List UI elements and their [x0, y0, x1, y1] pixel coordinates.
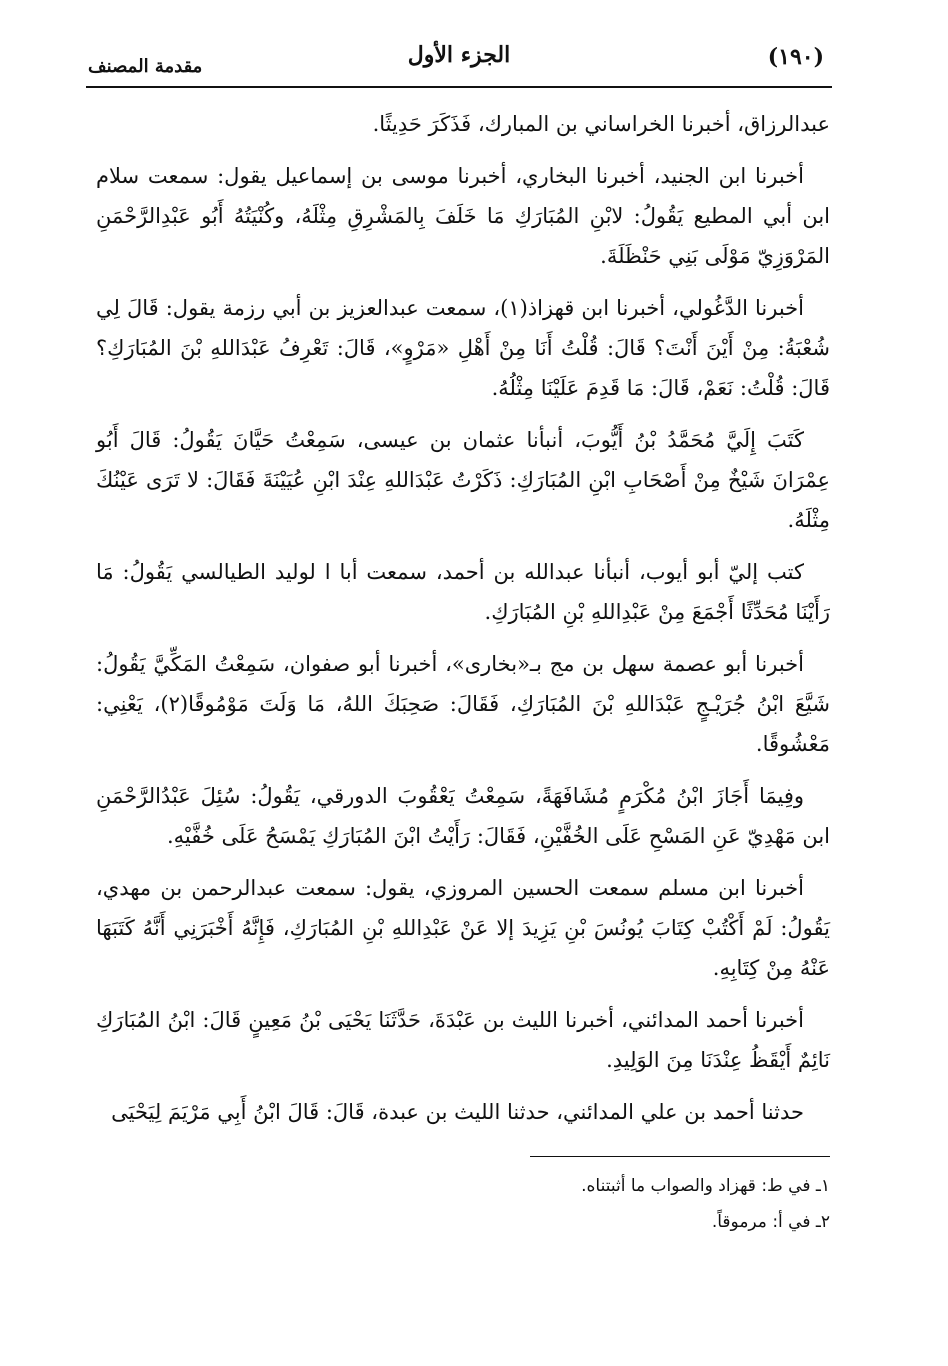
footnote-divider	[530, 1156, 830, 1157]
paragraph-2: أخبرنا ابن الجنيد، أخبرنا البخاري، أخبرنا موسى بن إسماعيل يقول: سمعت سلام ابن أبي المطيع يَقُولُ: لابْنِ المُبَارَكِ مَا خَلَفَ بِالمَشْرِقِ مِثْلَهُ، وكُنْيَتُهُ أَبُو عَبْدِالرَّحْمَنِ المَرْوَزِيّ مَوْلَى بَنِي حَنْظَلَةَ.	[96, 164, 830, 268]
part-title: الجزء الأول	[407, 42, 511, 68]
paragraph-5: كتب إليّ أبو أيوب، أنبأنا عبدالله بن أحمد، سمعت أبا ا لوليد الطيالسي يَقُولُ: مَا رَأَيْنَا مُحَدِّثًا أَجْمَعَ مِنْ عَبْدِاللهِ بْنِ المُبَارَكِ.	[96, 560, 830, 624]
paragraph-8: أخبرنا ابن مسلم سمعت الحسين المروزي، يقول: سمعت عبدالرحمن بن مهدي، يَقُولُ: لَمْ أَكْتُبْ كِتَابَ يُونُسَ بْنِ يَزِيدَ إلا عَنْ عَبْدِاللهِ بْنِ المُبَارَكِ، فَإِنَّهُ أَخْبَرَنِي أَنَّهُ كَتَبَهَا عَنْهُ مِنْ كِتَابِهِ.	[96, 876, 830, 980]
paragraph-6: أخبرنا أبو عصمة سهل بن مج بـ«بخارى»، أخبرنا أبو صفوان، سَمِعْتُ المَكِّيَّ يَقُولُ: شَيَّعَ ابْنُ جُرَيْـجٍ عَبْدَاللهِ بْنَ المُبَارَكِ، فَقَالَ: صَحِبَكَ اللهُ، مَا وَلَتَ مَوْمُوقًا(٢)، يَعْنِي: مَعْشُوقًا.	[96, 652, 830, 756]
footnote-2: ٢ـ في أ: مرموقاً.	[711, 1212, 830, 1232]
paragraph-9: أخبرنا أحمد المدائني، أخبرنا الليث بن عَبْدَةَ، حَدَّثَنَا يَحْيَى بْنُ مَعِينٍ قَالَ: ابْنُ المُبَارَكِ نَائِمٌ أَيْقَظُ عِنْدَنَا مِنَ الوَلِيدِ.	[96, 1008, 830, 1072]
page-header	[86, 36, 832, 88]
paragraph-10: حدثنا أحمد بن علي المدائني، حدثنا الليث بن عبدة، قَالَ: قَالَ ابْنُ أَبِي مَرْيَمَ لِيَحْيَى	[111, 1100, 804, 1124]
paragraph-4: كَتَبَ إِلَيَّ مُحَمَّدُ بْنُ أَيُّوبَ، أنبأنا عثمان بن عيسى، سَمِعْتُ حَيَّانَ يَقُولُ: قَالَ أَبُو عِمْرَانَ شَيْخٌ مِنْ أَصْحَابِ ابْنِ المُبَارَكِ: ذَكَرْتُ عَبْدَاللهِ عِنْدَ ابْنِ عُيَيْنَةَ فَقَالَ: لا تَرَى عَيْنُكَ مِثْلَهُ.	[96, 428, 830, 532]
page-number: (١٩٠)	[767, 44, 824, 70]
main-text	[96, 104, 830, 1144]
footnote-1: ١ـ في ط: قهزاد والصواب ما أثبتناه.	[581, 1176, 830, 1196]
paragraph-1: عبدالرزاق، أخبرنا الخراساني بن المبارك، فَذَكَرَ حَدِيثًا.	[372, 112, 830, 136]
paragraph-7: وفِيمَا أَجَازَ ابْنُ مُكْرَمٍ مُشَافَهَةً، سَمِعْتُ يَعْقُوبَ الدورقي، يَقُولُ: سُئِلَ عَبْدُالرَّحْمَنِ ابن مَهْدِيّ عَنِ المَسْحِ عَلَى الخُفَّيْنِ، فَقَالَ: رَأَيْتُ ابْنَ المُبَارَكِ يَمْسَحُ عَلَى خُفَّيْهِ.	[96, 784, 830, 848]
section-title: مقدمة المصنف	[88, 56, 203, 77]
paragraph-3: أخبرنا الدَّغُولي، أخبرنا ابن قهزاذ(١)، سمعت عبدالعزيز بن أبي رزمة يقول: قَالَ لِي شُعْبَةُ: مِنْ أَيْنَ أَنْتَ؟ قَالَ: قُلْتُ أَنَا مِنْ أَهْلِ «مَرْوٍ»، قَالَ: تَعْرِفُ عَبْدَاللهِ بْنَ المُبَارَكِ؟ قَالَ: قُلْتُ: نَعَمْ، قَالَ: مَا قَدِمَ عَلَيْنَا مِثْلُهُ.	[96, 296, 830, 400]
footnotes	[130, 1168, 830, 1240]
